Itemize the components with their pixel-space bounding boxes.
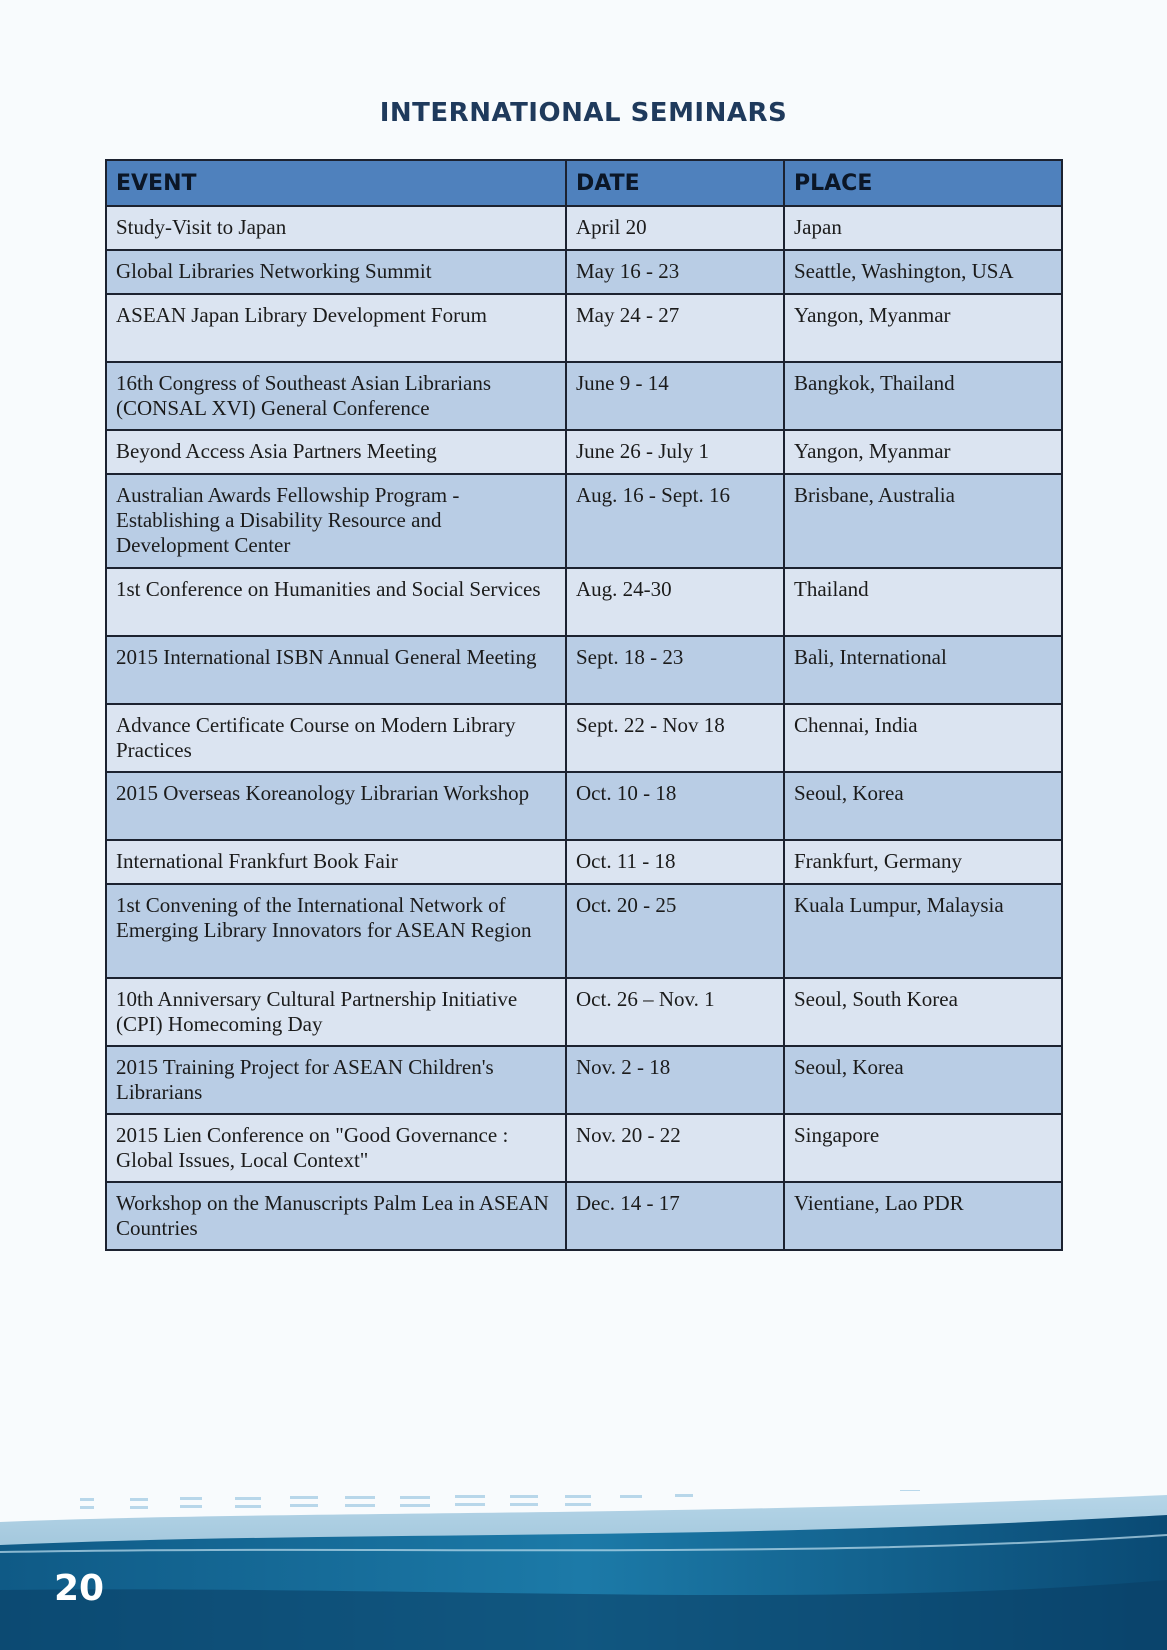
cell-event: 2015 Overseas Koreanology Librarian Workshop (106, 772, 566, 840)
table-row (106, 474, 1062, 568)
cell-event: Global Libraries Networking Summit (106, 250, 566, 294)
cell-event: Beyond Access Asia Partners Meeting (106, 430, 566, 474)
table-header-row (106, 160, 1062, 206)
cell-place: Kuala Lumpur, Malaysia (784, 884, 1062, 978)
cell-event: 16th Congress of Southeast Asian Librarians (CONSAL XVI) General Conference (106, 362, 566, 430)
cell-event: Workshop on the Manuscripts Palm Lea in ASEAN Countries (106, 1182, 566, 1250)
cell-place: Bali, International (784, 636, 1062, 704)
cell-place: Seoul, Korea (784, 1046, 1062, 1114)
cell-place: Frankfurt, Germany (784, 840, 1062, 884)
table-row (106, 772, 1062, 840)
cell-event: 1st Conference on Humanities and Social Services (106, 568, 566, 636)
cell-place: Japan (784, 206, 1062, 250)
cell-event: Study-Visit to Japan (106, 206, 566, 250)
cell-event: 10th Anniversary Cultural Partnership Initiative (CPI) Homecoming Day (106, 978, 566, 1046)
cell-place: Thailand (784, 568, 1062, 636)
cell-date: Oct. 26 – Nov. 1 (566, 978, 784, 1046)
table-row (106, 1046, 1062, 1114)
cell-place: Seoul, Korea (784, 772, 1062, 840)
header-date: DATE (566, 160, 784, 206)
table-row (106, 568, 1062, 636)
cell-date: June 9 - 14 (566, 362, 784, 430)
cell-date: Sept. 18 - 23 (566, 636, 784, 704)
cell-date: Oct. 11 - 18 (566, 840, 784, 884)
table-row (106, 978, 1062, 1046)
cell-event: 2015 International ISBN Annual General Meeting (106, 636, 566, 704)
table-row (106, 636, 1062, 704)
header-event: EVENT (106, 160, 566, 206)
cell-place: Yangon, Myanmar (784, 430, 1062, 474)
cell-date: Oct. 20 - 25 (566, 884, 784, 978)
table-row (106, 362, 1062, 430)
table-row (106, 206, 1062, 250)
cell-event: 1st Convening of the International Network of Emerging Library Innovators for ASEAN Region (106, 884, 566, 978)
cell-date: Nov. 20 - 22 (566, 1114, 784, 1182)
table-row (106, 1114, 1062, 1182)
cell-place: Brisbane, Australia (784, 474, 1062, 568)
table-row (106, 250, 1062, 294)
footer-wave-decoration (0, 1490, 1167, 1650)
table-row (106, 430, 1062, 474)
cell-date: Aug. 24-30 (566, 568, 784, 636)
cell-date: April 20 (566, 206, 784, 250)
table-row (106, 1182, 1062, 1250)
cell-date: Sept. 22 - Nov 18 (566, 704, 784, 772)
cell-date: Oct. 10 - 18 (566, 772, 784, 840)
cell-date: May 24 - 27 (566, 294, 784, 362)
table-row (106, 294, 1062, 362)
cell-date: May 16 - 23 (566, 250, 784, 294)
cell-event: ASEAN Japan Library Development Forum (106, 294, 566, 362)
cell-date: Nov. 2 - 18 (566, 1046, 784, 1114)
cell-date: Dec. 14 - 17 (566, 1182, 784, 1250)
cell-event: 2015 Training Project for ASEAN Children's Librarians (106, 1046, 566, 1114)
cell-event: Advance Certificate Course on Modern Library Practices (106, 704, 566, 772)
cell-place: Yangon, Myanmar (784, 294, 1062, 362)
cell-place: Singapore (784, 1114, 1062, 1182)
page-number: 20 (54, 1568, 105, 1609)
cell-place: Seattle, Washington, USA (784, 250, 1062, 294)
table-row (106, 884, 1062, 978)
table-row (106, 704, 1062, 772)
cell-place: Seoul, South Korea (784, 978, 1062, 1046)
header-place: PLACE (784, 160, 1062, 206)
cell-date: June 26 - July 1 (566, 430, 784, 474)
table-row (106, 840, 1062, 884)
cell-date: Aug. 16 - Sept. 16 (566, 474, 784, 568)
cell-place: Vientiane, Lao PDR (784, 1182, 1062, 1250)
cell-place: Chennai, India (784, 704, 1062, 772)
cell-place: Bangkok, Thailand (784, 362, 1062, 430)
cell-event: Australian Awards Fellowship Program - Establishing a Disability Resource and Development Center (106, 474, 566, 568)
seminars-table (105, 159, 1063, 1251)
cell-event: 2015 Lien Conference on "Good Governance : Global Issues, Local Context" (106, 1114, 566, 1182)
page-title: INTERNATIONAL SEMINARS (379, 98, 788, 128)
cell-event: International Frankfurt Book Fair (106, 840, 566, 884)
